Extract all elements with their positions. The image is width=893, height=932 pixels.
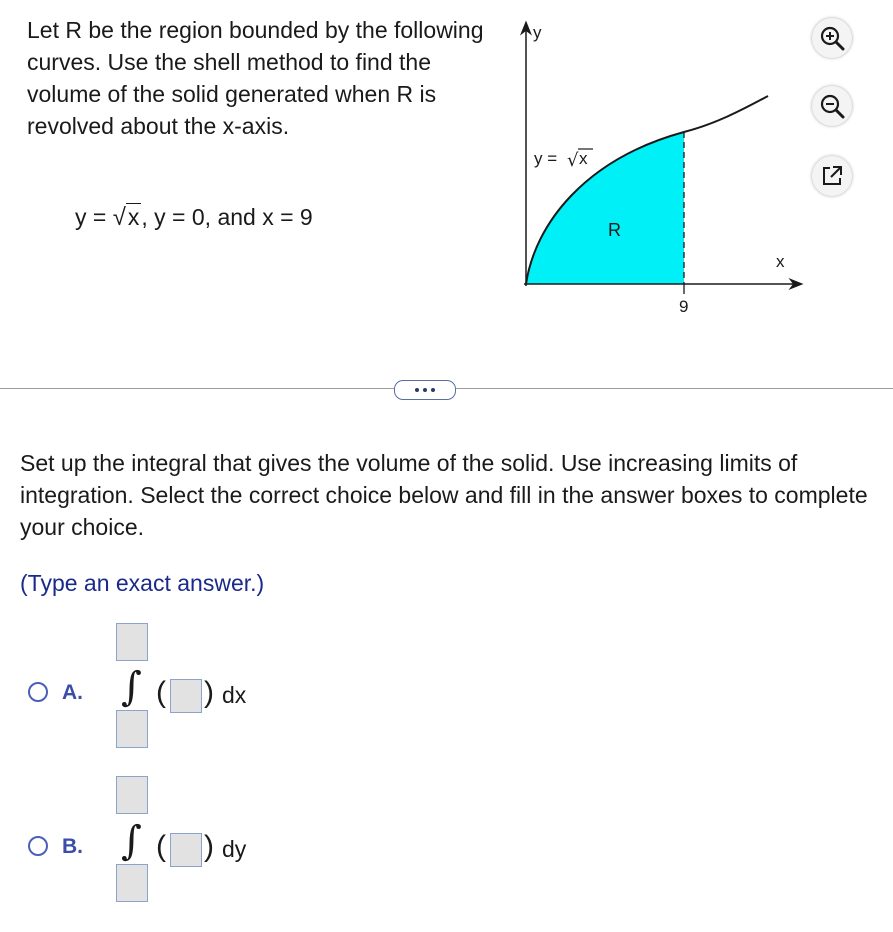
expand-more-button[interactable]	[394, 380, 456, 400]
curve-label-prefix: y =	[534, 149, 558, 168]
choice-b-lower-limit-input[interactable]	[116, 864, 148, 902]
eq-radicand: x	[127, 204, 140, 230]
choice-a-lower-limit-input[interactable]	[116, 710, 148, 748]
sqrt-expression: √x	[112, 204, 140, 231]
question-instructions: Set up the integral that gives the volume of the solid. Use increasing limits of integration. Select the correct choice below and fill in the answer boxes to complete your choice.	[20, 450, 868, 540]
choice-a-upper-limit-input[interactable]	[116, 623, 148, 661]
choice-b-label: B.	[62, 835, 83, 858]
x-axis-label: x	[776, 252, 785, 271]
region-graph	[500, 14, 820, 324]
open-paren: (	[156, 676, 166, 709]
close-paren: )	[204, 676, 214, 709]
ellipsis-dot-icon	[423, 388, 427, 392]
region-label: R	[608, 220, 621, 240]
close-paren: )	[204, 830, 214, 863]
problem-statement: Let R be the region bounded by the following curves. Use the shell method to find the volume of the solid generated when R is revolved about the x-axis.	[27, 17, 484, 139]
integral-sign-icon: ∫	[121, 818, 142, 864]
region-equations	[75, 204, 313, 232]
radio-circle-icon	[28, 836, 48, 856]
choice-b-differential: dy	[222, 836, 247, 862]
zoom-in-icon	[819, 25, 845, 51]
choice-b-upper-limit-input[interactable]	[116, 776, 148, 814]
zoom-in-button[interactable]	[812, 18, 852, 58]
open-paren: (	[156, 830, 166, 863]
curve-label-radicand: x	[579, 149, 588, 168]
answer-hint: (Type an exact answer.)	[20, 570, 265, 596]
ellipsis-dot-icon	[431, 388, 435, 392]
popout-icon	[820, 164, 844, 188]
choice-a-differential: dx	[222, 682, 247, 708]
radio-circle-icon	[28, 682, 48, 702]
ellipsis-dot-icon	[415, 388, 419, 392]
choice-a-integrand-input[interactable]	[170, 679, 202, 713]
x-tick-label: 9	[679, 297, 689, 316]
zoom-out-button[interactable]	[812, 86, 852, 126]
popout-button[interactable]	[812, 156, 852, 196]
integral-sign-icon: ∫	[121, 664, 142, 710]
curve-label-radical: √	[567, 150, 579, 171]
choice-a-radio[interactable]	[28, 682, 48, 702]
choice-b-radio[interactable]	[28, 836, 48, 856]
choice-a-label: A.	[62, 681, 83, 704]
eq-prefix: y =	[75, 204, 107, 230]
y-axis-label: y	[533, 23, 542, 42]
zoom-out-icon	[819, 93, 845, 119]
eq-rest: , y = 0, and x = 9	[141, 204, 313, 230]
choice-b-integrand-input[interactable]	[170, 833, 202, 867]
